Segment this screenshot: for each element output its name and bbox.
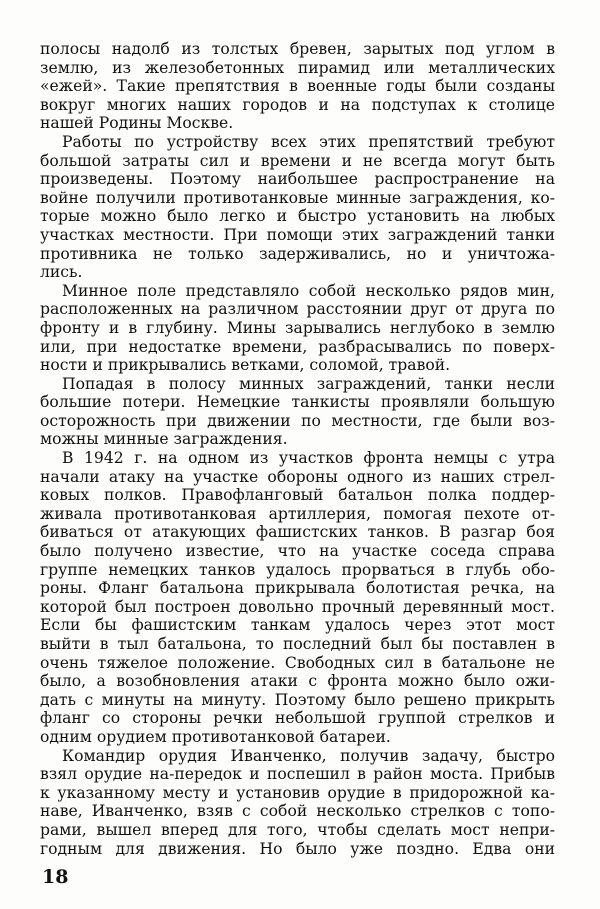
text-line: одним орудием противотанковой батареи. [40,727,391,746]
text-line: «ежей». Такие препятствия в военные годы были созданы [40,77,555,96]
text-line: Если бы фашистским танкам удалось через этот мост [40,616,555,635]
text-line: очень тяжелое положение. Свободных сил в батальоне не [40,653,555,672]
page-number: 18 [42,866,69,888]
text-line: Командир орудия Иванченко, получив задачу, быстро [62,746,555,765]
text-line: живала противотанковая артиллерия, помогая пехоте от- [40,504,555,523]
text-line: Попадая в полосу минных заграждений, танки несли [62,374,555,393]
text-line: которой был построен довольно прочный деревянный мост. [40,597,555,616]
text-line: участках местности. При помощи этих заграждений танки [40,225,555,244]
text-line: расположенных на различном расстоянии друг от друга по [40,300,555,319]
text-line: торые можно было легко и быстро установить на любых [40,207,555,226]
text-line: группе немецких танков удалось прорваться в глубь обо- [40,560,555,579]
text-line: взял орудие на-передок и поспешил в район моста. Прибыв [40,765,555,784]
text-line: выйти в тыл батальона, то последний был бы поставлен в [40,635,555,653]
text-line: дать с минуты на минуту. Поэтому было решено прикрыть [40,690,555,709]
text-line: годным для движения. Но было уже поздно. Едва они [40,839,555,858]
text-line: рами, вышел вперед для того, чтобы сделать мост непри- [40,820,555,839]
text-line: лись. [40,263,83,282]
text-line: роны. Фланг батальона прикрывала болотистая речка, на [40,579,555,598]
text-line: землю, из железобетонных пирамид или металлических [40,58,555,77]
text-line: было получено известие, что на участке соседа справа [40,542,555,561]
text-line: можны минные заграждения. [40,430,288,449]
text-line: Минное поле представляло собой несколько рядов мин, [62,281,555,300]
text-line: фланг со стороны речки небольшой группой стрелков и [40,709,555,728]
text-line: биваться от атакующих фашистских танков. В разгар боя [40,523,555,542]
text-line: войне получили противотанковые минные заграждения, ко- [40,188,555,207]
text-line: или, при недостатке времени, разбрасывались по поверх- [40,337,555,356]
text-line: ковых полков. Правофланговый батальон полка поддер- [40,486,555,505]
text-line: полосы надолб из толстых бревен, зарытых под углом в [40,40,555,58]
text-line: было, а возобновления атаки с фронта можно было ожи- [40,672,555,691]
text-line: ности и прикрывались ветками, соломой, травой. [40,356,451,375]
text-line: В 1942 г. на одном из участков фронта немцы с утра [62,449,555,468]
text-line: осторожность при движении по местности, где были воз- [40,411,555,430]
text-line: противника не только задерживались, но и уничтожа- [40,244,555,263]
text-line: большой затраты сил и времени и не всегда могут быть [40,151,555,170]
text-line: фронту и в глубину. Мины зарывались неглубоко в землю [40,318,555,337]
text-line: Работы по устройству всех этих препятствий требуют [62,132,555,151]
body-text [40,40,555,858]
text-line: большие потери. Немецкие танкисты проявляли большую [40,393,555,412]
text-line: к указанному месту и установив орудие в придорожной ка- [40,783,555,802]
text-line: начали атаку на участке обороны одного из наших стрел- [40,467,555,486]
text-line: наве, Иванченко, взяв с собой несколько стрелков с топо- [40,802,555,821]
text-line: произведены. Поэтому наибольшее распространение на [40,170,555,189]
text-line: нашей Родины Москве. [40,114,234,133]
text-line: вокруг многих наших городов и на подступах к столице [40,95,555,114]
